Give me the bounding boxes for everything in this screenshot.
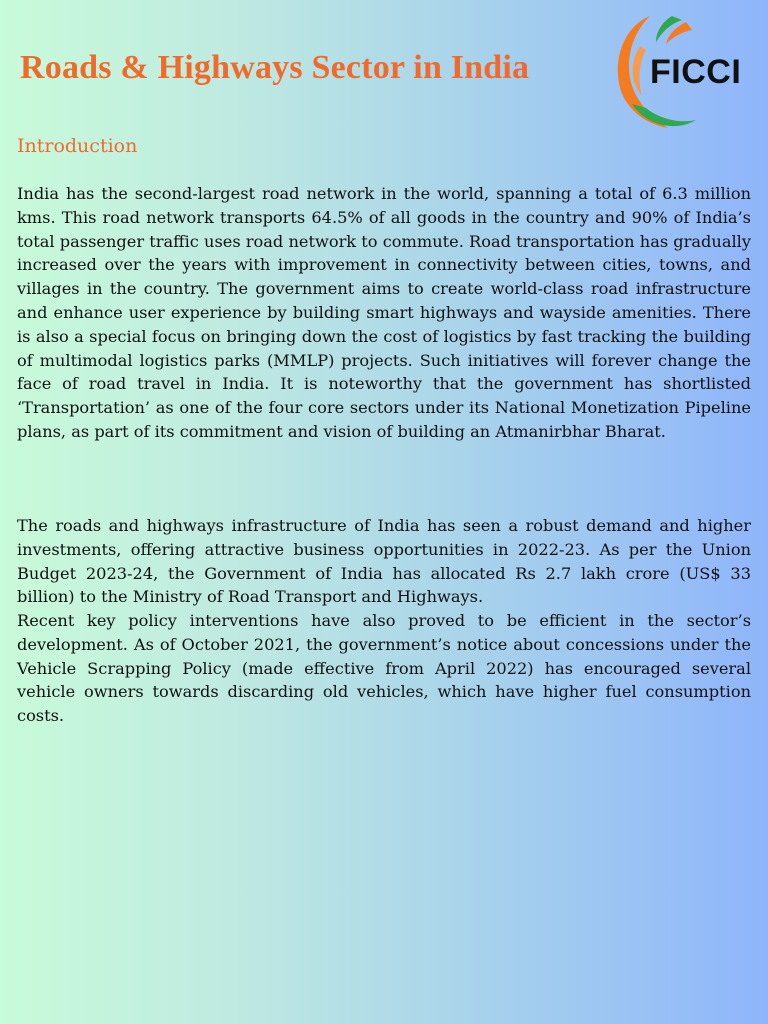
logo-text: FICCI <box>650 53 742 91</box>
paragraph-2: The roads and highways infrastructure of India has seen a robust demand and higher investments, offering attractive business opportunities in 2022-23. As per the Union Budget 2023-24, the Government of India has allocated Rs 2.7 lakh crore (US$ 33 billion) to the Ministry of Road Transport and Highways. <box>17 516 751 607</box>
page-title: Roads & Highways Sector in India <box>20 49 530 86</box>
section-heading: Introduction <box>17 135 138 157</box>
paragraph-1: India has the second-largest road network in the world, spanning a total of 6.3 million kms. This road network transports 64.5% of all goods in the country and 90% of India’s total passenger traffic uses road network to commute. Road transportation has gradually increased over the years with improvement in connectivity between cities, towns, and villages in the country. The government aims to create world-class road infrastructure and enhance user experience by building smart highways and wayside amenities. There is also a special focus on bringing down the cost of logistics by fast tracking the building of multimodal logistics parks (MMLP) projects. Such initiatives will forever change the face of road travel in India. It is noteworthy that the government has shortlisted ‘Transportation’ as one of the four core sectors under its National Monetization Pipeline plans, as part of its commitment and vision of building an Atmanirbhar Bharat. <box>17 184 751 441</box>
ficci-logo <box>612 12 758 132</box>
paragraph-3: Recent key policy interventions have also proved to be efficient in the sector’s development. As of October 2021, the government’s notice about concessions under the Vehicle Scrapping Policy (made effective from April 2022) has encouraged several vehicle owners towards discarding old vehicles, which have higher fuel consumption costs. <box>17 611 751 726</box>
